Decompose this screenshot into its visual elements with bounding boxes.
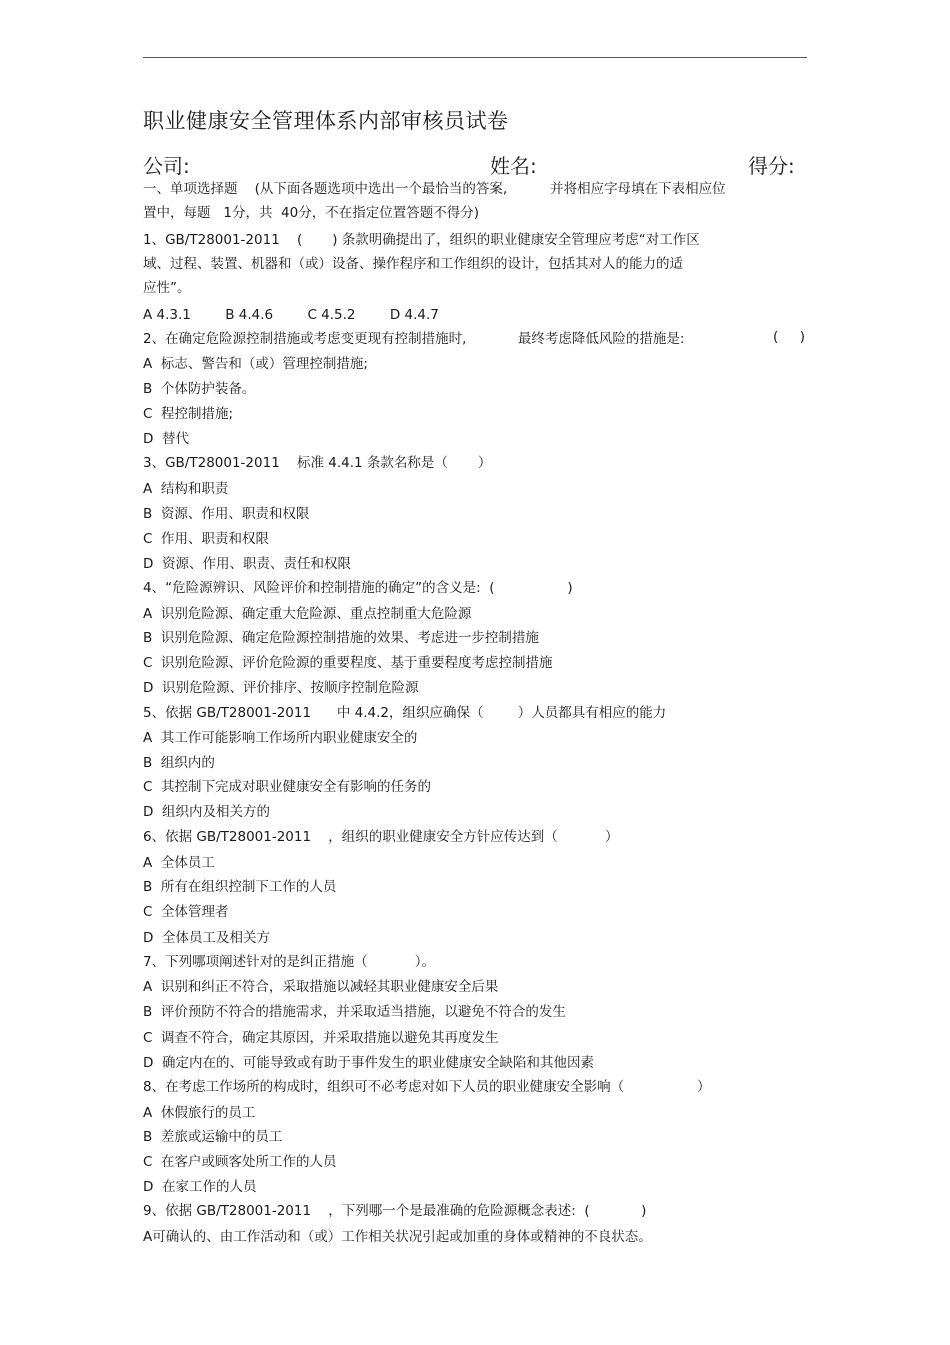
exam-line: D 全体员工及相关方 bbox=[143, 930, 270, 946]
exam-line: C 程控制措施; bbox=[143, 406, 234, 422]
exam-line: 1、GB/T28001-2011 ( ) 条款明确提出了，组织的职业健康安全管理应考虑“对工作区 bbox=[143, 232, 700, 248]
exam-line: D 在家工作的人员 bbox=[143, 1179, 257, 1195]
exam-line: A 结构和职责 bbox=[143, 481, 229, 497]
exam-line: C 全体管理者 bbox=[143, 904, 229, 920]
exam-line: 2、在确定危险源控制措施或考虑变更现有控制措施时, 最终考虑降低风险的措施是: bbox=[143, 331, 685, 347]
exam-line: 8、在考虑工作场所的构成时，组织可不必考虑对如下人员的职业健康安全影响（ ） bbox=[143, 1079, 711, 1095]
score-label: 得分: bbox=[748, 154, 795, 178]
exam-line: 一、单项选择题 (从下面各题选项中选出一个最恰当的答案, 并将相应字母填在下表相应位 bbox=[143, 181, 726, 197]
exam-line: 7、下列哪项阐述针对的是纠正措施（ ）。 bbox=[143, 954, 436, 970]
exam-line: C 调查不符合，确定其原因，并采取措施以避免其再度发生 bbox=[143, 1030, 499, 1046]
exam-line: B 资源、作用、职责和权限 bbox=[143, 506, 310, 522]
exam-line: 9、依据 GB/T28001-2011 ，下列哪一个是最准确的危险源概念表述: ( ) bbox=[143, 1203, 647, 1219]
header-rule bbox=[143, 57, 807, 58]
exam-line: A 标志、警告和（或）管理控制措施; bbox=[143, 356, 368, 372]
exam-line: B 差旅或运输中的员工 bbox=[143, 1129, 283, 1145]
exam-line: 4、“危险源辨识、风险评价和控制措施的确定”的含义是: ( ) bbox=[143, 580, 573, 596]
page-title: 职业健康安全管理体系内部审核员试卷 bbox=[143, 109, 509, 133]
exam-line: C 作用、职责和权限 bbox=[143, 531, 270, 547]
exam-line: 6、依据 GB/T28001-2011 ，组织的职业健康安全方针应传达到（ ） bbox=[143, 829, 619, 845]
exam-line: C 识别危险源、评价危险源的重要程度、基于重要程度考虑控制措施 bbox=[143, 655, 553, 671]
company-label: 公司: bbox=[143, 154, 190, 178]
q2-answer-paren: ( ) bbox=[773, 329, 805, 345]
exam-line: C 在客户或顾客处所工作的人员 bbox=[143, 1154, 337, 1170]
exam-line: D 资源、作用、职责、责任和权限 bbox=[143, 556, 351, 572]
exam-line: 3、GB/T28001-2011 标准 4.4.1 条款名称是（ ） bbox=[143, 455, 492, 471]
exam-line: D 确定内在的、可能导致或有助于事件发生的职业健康安全缺陷和其他因素 bbox=[143, 1055, 594, 1071]
exam-line: A 4.3.1 B 4.4.6 C 4.5.2 D 4.4.7 bbox=[143, 307, 439, 323]
exam-line: D 替代 bbox=[143, 431, 189, 447]
exam-line: D 组织内及相关方的 bbox=[143, 804, 270, 820]
exam-line: B 识别危险源、确定危险源控制措施的效果、考虑进一步控制措施 bbox=[143, 630, 539, 646]
exam-line: A 识别危险源、确定重大危险源、重点控制重大危险源 bbox=[143, 606, 472, 622]
name-label: 姓名: bbox=[490, 154, 537, 178]
exam-line: B 组织内的 bbox=[143, 755, 215, 771]
exam-line: C 其控制下完成对职业健康安全有影响的任务的 bbox=[143, 779, 432, 795]
exam-line: 域、过程、装置、机器和（或）设备、操作程序和工作组织的设计，包括其对人的能力的适 bbox=[143, 256, 683, 272]
exam-line: B 个体防护装备。 bbox=[143, 381, 256, 397]
exam-line: B 所有在组织控制下工作的人员 bbox=[143, 879, 337, 895]
exam-line: A 其工作可能影响工作场所内职业健康安全的 bbox=[143, 730, 418, 746]
exam-line: A 识别和纠正不符合，采取措施以减轻其职业健康安全后果 bbox=[143, 979, 499, 995]
exam-line: 置中，每题 1分，共 40分，不在指定位置答题不得分) bbox=[143, 205, 479, 221]
exam-line: A可确认的、由工作活动和（或）工作相关状况引起或加重的身体或精神的不良状态。 bbox=[143, 1229, 652, 1245]
exam-line: D 识别危险源、评价排序、按顺序控制危险源 bbox=[143, 680, 419, 696]
exam-line: 应性”。 bbox=[143, 280, 191, 296]
exam-line: A 休假旅行的员工 bbox=[143, 1105, 256, 1121]
exam-line: B 评价预防不符合的措施需求，并采取适当措施，以避免不符合的发生 bbox=[143, 1004, 566, 1020]
exam-line: 5、依据 GB/T28001-2011 中 4.4.2，组织应确保（ ）人员都具有相应的能力 bbox=[143, 705, 667, 721]
exam-line: A 全体员工 bbox=[143, 855, 215, 871]
